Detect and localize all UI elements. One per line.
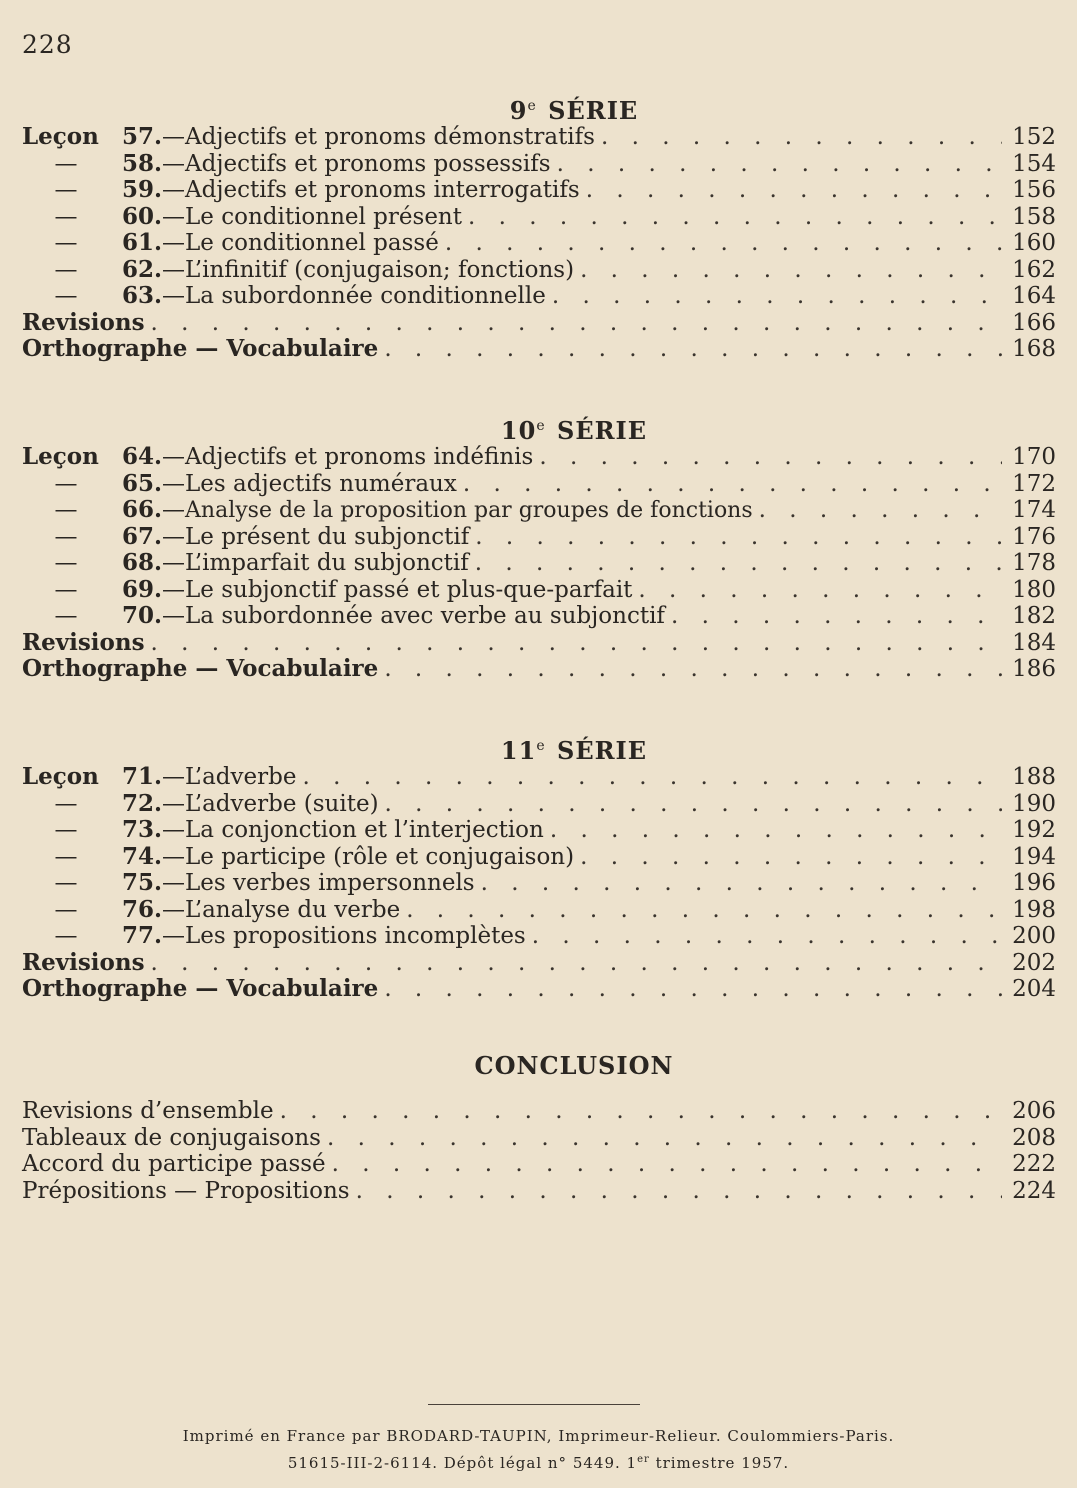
section-10 [22, 408, 1056, 683]
toc-entry: — 75. — Les verbes impersonnels . . . 196 [22, 870, 1056, 897]
toc-entry: — 70. — La subordonnée avec verbe au subjonctif . . . 182 [22, 603, 1056, 630]
toc-entry: Leçon 71. — L’adverbe . . . 188 [22, 764, 1056, 791]
toc-entry: — 62. — L’infinitif (conjugaison; fonctions) . . . 162 [22, 257, 1056, 284]
section-title: 10e SÉRIE [500, 416, 648, 445]
toc-entry: — 67. — Le présent du subjonctif . . . 176 [22, 524, 1056, 551]
toc-entry-ortho: Orthographe — Vocabulaire . . . 186 [22, 656, 1056, 683]
toc-entry: — 68. — L’imparfait du subjonctif . . . 178 [22, 550, 1056, 577]
legal-deposit-line: 51615-III-2-6114. Dépôt légal n° 5449. 1er trimestre 1957. [287, 1454, 790, 1472]
section-title: 11e SÉRIE [500, 736, 648, 765]
page-number: 228 [22, 30, 73, 59]
toc-entry: Leçon 57. — Adjectifs et pronoms démonstratifs . . . 152 [22, 124, 1056, 151]
toc-entry: — 60. — Le conditionnel présent . . . 158 [22, 204, 1056, 231]
toc-entry: Prépositions — Propositions . . . 224 [22, 1178, 1056, 1205]
toc-entry: — 63. — La subordonnée conditionnelle . . . 164 [22, 283, 1056, 310]
toc-entry: Accord du participe passé . . . 222 [22, 1151, 1056, 1178]
toc-entry: — 74. — Le participe (rôle et conjugaison) . . . 194 [22, 844, 1056, 871]
toc-entry: — 66. — Analyse de la proposition par groupes de fonctions . . . 174 [22, 497, 1056, 524]
toc-entry: — 72. — L’adverbe (suite) . . . 190 [22, 791, 1056, 818]
toc-entry: — 69. — Le subjonctif passé et plus-que-parfait . . . 180 [22, 577, 1056, 604]
printer-line: Imprimé en France par BRODARD-TAUPIN, Imprimeur-Relieur. Coulommiers-Paris. [182, 1427, 895, 1445]
toc-entry-ortho: Orthographe — Vocabulaire . . . 204 [22, 976, 1056, 1003]
toc-entry: — 65. — Les adjectifs numéraux . . . 172 [22, 471, 1056, 498]
toc-entry-revisions: Revisions . . . 166 [22, 310, 1056, 337]
toc-entry: — 59. — Adjectifs et pronoms interrogatifs . . . 156 [22, 177, 1056, 204]
footer-rule [428, 1404, 640, 1405]
toc-entry: — 77. — Les propositions incomplètes . . . 200 [22, 923, 1056, 950]
section-9 [22, 88, 1056, 363]
toc-entry: — 61. — Le conditionnel passé . . . 160 [22, 230, 1056, 257]
toc-entry: Leçon 64. — Adjectifs et pronoms indéfinis . . . 170 [22, 444, 1056, 471]
section-title: CONCLUSION [474, 1051, 674, 1080]
section-11 [22, 728, 1056, 1003]
toc-entry: Revisions d’ensemble . . . 206 [22, 1098, 1056, 1125]
toc-entry: — 73. — La conjonction et l’interjection . . . 192 [22, 817, 1056, 844]
toc-entry: — 76. — L’analyse du verbe . . . 198 [22, 897, 1056, 924]
toc-entry-ortho: Orthographe — Vocabulaire . . . 168 [22, 336, 1056, 363]
toc-entry: Tableaux de conjugaisons . . . 208 [22, 1125, 1056, 1152]
section-conclusion [22, 1048, 1056, 1204]
section-title: 9e SÉRIE [509, 96, 639, 125]
toc-entry: — 58. — Adjectifs et pronoms possessifs . . . 154 [22, 151, 1056, 178]
toc-entry-revisions: Revisions . . . 202 [22, 950, 1056, 977]
toc-entry-revisions: Revisions . . . 184 [22, 630, 1056, 657]
